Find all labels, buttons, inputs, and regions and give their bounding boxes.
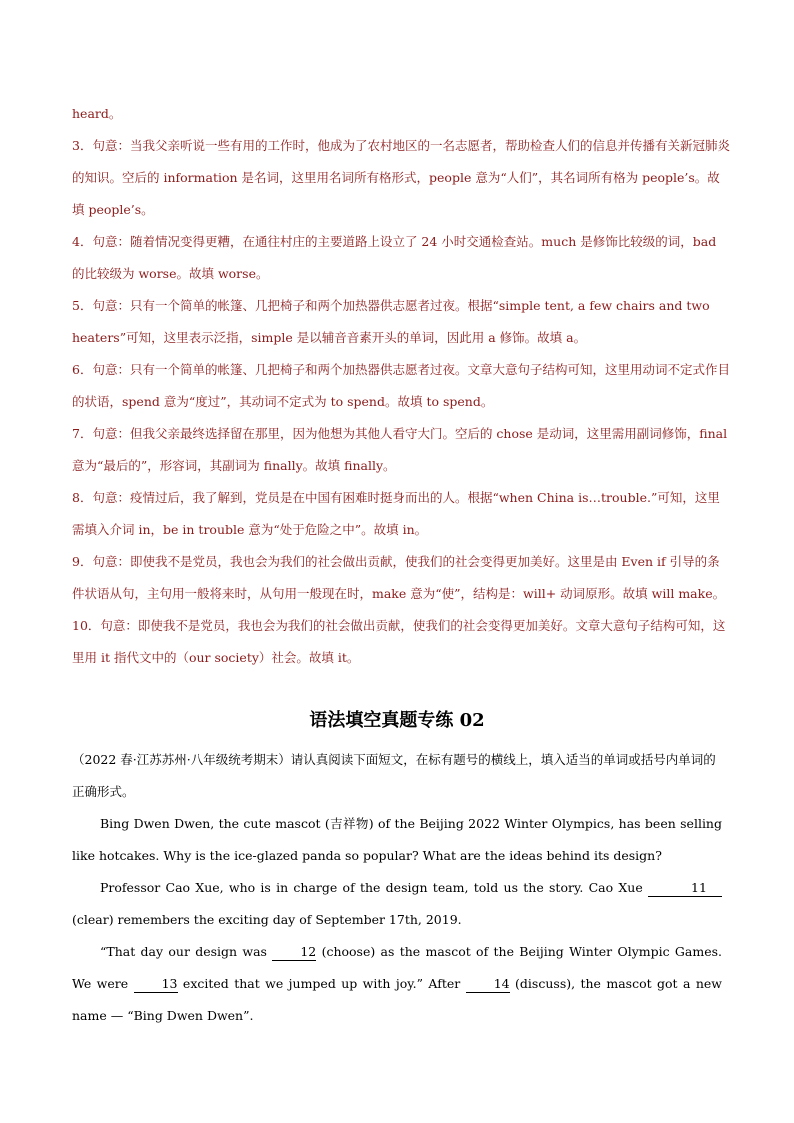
section-title: 语法填空真题专练 02 [309, 710, 485, 731]
answer-9: 9．句意：即使我不是党员，我也会为我们的社会做出贡献，使我们的社会变得更加美好。这里是由 Even if 引导的条件状语从句，主句用一般将来时，从句用一般现在时，make 意为“使”，结构是：will+ 动词原形。故填 will make。 [72, 554, 726, 601]
paragraph-3 [72, 936, 722, 1032]
blank-11[interactable]: 11 [648, 880, 722, 897]
answer-10: 10．句意：即使我不是党员，我也会为我们的社会做出贡献，使我们的社会变得更加美好。文章大意句子结构可知，这里用 it 指代文中的（our society）社会。故填 it。 [72, 618, 726, 665]
p3-text-c: excited that we jumped up with joy.” After [177, 976, 466, 991]
blank-12[interactable]: 12 [272, 944, 316, 961]
answer-explanations [72, 98, 732, 674]
blank-14[interactable]: 14 [466, 976, 510, 993]
paragraph-1: Bing Dwen Dwen, the cute mascot (吉祥物) of the Beijing 2022 Winter Olympics, has been selling like hotcakes. Why is the ice-glazed panda so popular? What are the ideas behind its design? [72, 816, 722, 863]
answer-8: 8．句意：疫情过后，我了解到，党员是在中国有困难时挺身而出的人。根据“when China is…trouble.”可知，这里需填入介词 in，be in trouble 意为“处于危险之中”。故填 in。 [72, 490, 720, 537]
p2-text-b: (clear) remembers the exciting day of September 17th, 2019. [72, 912, 462, 927]
p3-text-b: (choose) as the mascot of the Beijing Winter Olympic Games. We were [72, 944, 722, 991]
blank-13[interactable]: 13 [134, 976, 178, 993]
exercise-intro: （2022 春·江苏苏州·八年级统考期末）请认真阅读下面短文，在标有题号的横线上，填入适当的单词或括号内单词的正确形式。 [72, 752, 716, 799]
answer-4: 4．句意：随着情况变得更糟，在通往村庄的主要道路上设立了 24 小时交通检查站。much 是修饰比较级的词，bad 的比较级为 worse。故填 worse。 [72, 234, 717, 281]
p2-text-a: Professor Cao Xue, who is in charge of the design team, told us the story. Cao Xue [100, 880, 643, 895]
answer-5: 5．句意：只有一个简单的帐篷、几把椅子和两个加热器供志愿者过夜。根据“simple tent, a few chairs and two heaters”可知，这里表示泛指，simple 是以辅音音素开头的单词，因此用 a 修饰。故填 a。 [72, 298, 710, 345]
paragraph-2 [72, 872, 722, 936]
p3-text-a: “That day our design was [100, 944, 273, 959]
answer-7: 7．句意：但我父亲最终选择留在那里，因为他想为其他人看守大门。空后的 chose 是动词，这里需用副词修饰，final 意为“最后的”，形容词，其副词为 finally。故填 finally。 [72, 426, 728, 473]
p3-text-d: (discuss), the mascot got a new name — “Bing Dwen Dwen”. [72, 976, 722, 1023]
answer-6: 6．句意：只有一个简单的帐篷、几把椅子和两个加热器供志愿者过夜。文章大意句子结构可知，这里用动词不定式作目的状语，spend 意为“度过”，其动词不定式为 to spend。故填 to spend。 [72, 362, 730, 409]
answer-3: 3．句意：当我父亲听说一些有用的工作时，他成为了农村地区的一名志愿者，帮助检查人们的信息并传播有关新冠肺炎的知识。空后的 information 是名词，这里用名词所有格形式，people 意为“人们”，其名词所有格为 people’s。故填 people’s。 [72, 138, 730, 217]
passage [72, 744, 722, 1032]
answer-continuation: heard。 [72, 106, 122, 121]
